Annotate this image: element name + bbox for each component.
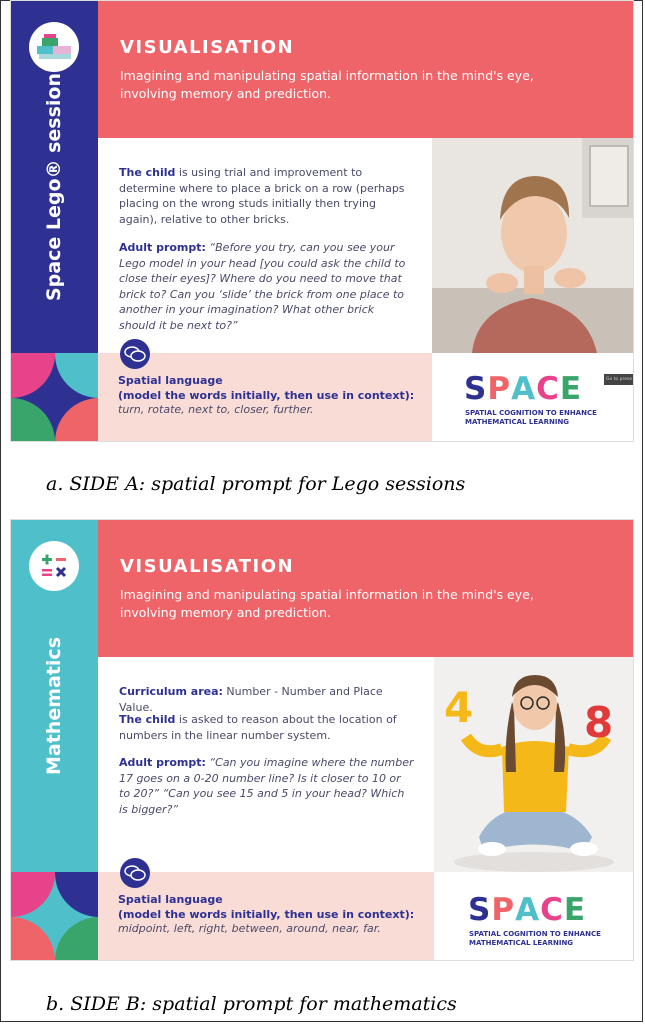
decorative-corner — [11, 872, 98, 961]
spatial-language-heading — [118, 373, 414, 403]
card-side-b — [10, 519, 634, 961]
logo-letter: S — [464, 371, 488, 407]
adult-prompt-paragraph — [119, 240, 414, 333]
math-operators-icon — [29, 541, 79, 591]
side-title: Space Lego® session — [43, 72, 65, 302]
logo-subtitle — [465, 409, 597, 427]
spatial-language-subtitle: (model the words initially, then use in context): — [118, 389, 415, 402]
logo-letter: C — [536, 371, 560, 407]
logo-letter: A — [511, 371, 537, 407]
spatial-language-heading — [118, 892, 414, 922]
lego-brick-icon — [29, 22, 79, 72]
header — [98, 1, 634, 138]
logo-subtitle-line-1: SPATIAL COGNITION TO ENHANCE — [469, 930, 601, 938]
digit-four: 4 — [444, 683, 474, 732]
logo-letter: E — [559, 371, 583, 407]
logo-subtitle-line-2: MATHEMATICAL LEARNING — [469, 939, 574, 947]
caption-b: b. SIDE B: spatial prompt for mathematics — [46, 993, 457, 1015]
space-logo — [468, 892, 586, 928]
decorative-corner — [11, 353, 98, 442]
space-logo — [464, 371, 582, 407]
logo-letter: S — [468, 892, 492, 928]
speech-bubble-icon — [120, 858, 150, 888]
curriculum-label: Curriculum area: — [119, 685, 223, 698]
curriculum-paragraph — [119, 684, 414, 715]
child-text: is using trial and improvement to determine where to place a brick on a row (perhaps placing on the wrong studs initially then trying again), relative to other bricks. — [119, 166, 405, 226]
logo-letter: P — [487, 371, 512, 407]
spatial-language-words: turn, rotate, next to, closer, further. — [118, 403, 314, 416]
logo-area — [434, 872, 634, 961]
photo-girl-numbers — [434, 657, 634, 872]
logo-subtitle-line-1: SPATIAL COGNITION TO ENHANCE — [465, 409, 597, 417]
side-b-banner — [11, 520, 98, 872]
logo-area — [432, 353, 634, 442]
child-paragraph — [119, 712, 414, 743]
header-title: VISUALISATION — [120, 556, 295, 577]
photo-boy-lego — [432, 138, 634, 353]
go-to-presentation-tooltip: Go to prese — [604, 374, 634, 385]
child-paragraph — [119, 165, 414, 227]
header-subtitle: Imagining and manipulating spatial information in the mind's eye, involving memory and prediction. — [120, 68, 534, 101]
header-subtitle: Imagining and manipulating spatial information in the mind's eye, involving memory and prediction. — [120, 587, 534, 620]
spatial-language-panel — [98, 353, 432, 442]
side-title: Mathematics — [43, 636, 65, 776]
content-panel — [98, 138, 432, 353]
spatial-language-words: midpoint, left, right, between, around, near, far. — [118, 922, 381, 935]
child-label: The child — [119, 713, 176, 726]
child-text: is asked to reason about the location of numbers in the linear number system. — [119, 713, 397, 742]
logo-subtitle-line-2: MATHEMATICAL LEARNING — [465, 418, 570, 426]
caption-a: a. SIDE A: spatial prompt for Lego sessions — [46, 473, 466, 495]
curriculum-text: Number - Number and Place Value. — [119, 685, 383, 714]
side-a-banner — [11, 1, 98, 353]
logo-letter: E — [563, 892, 587, 928]
spatial-language-title: Spatial language — [118, 374, 223, 387]
logo-letter: A — [515, 892, 541, 928]
digit-eight: 8 — [584, 698, 614, 747]
content-panel — [98, 657, 432, 872]
spatial-language-panel — [98, 872, 434, 961]
logo-letter: C — [540, 892, 564, 928]
adult-label: Adult prompt: — [119, 756, 206, 769]
header — [98, 520, 634, 657]
adult-label: Adult prompt: — [119, 241, 206, 254]
logo-letter: P — [491, 892, 516, 928]
adult-prompt-paragraph — [119, 755, 414, 817]
logo-subtitle — [469, 930, 601, 948]
adult-text: “Can you imagine where the number 17 goes on a 0-20 number line? Is it closer to 10 or to 20?” “Can you see 15 and 5 in your head? Which is bigger?” — [119, 756, 414, 816]
spatial-language-subtitle: (model the words initially, then use in context): — [118, 908, 415, 921]
spatial-language-title: Spatial language — [118, 893, 223, 906]
child-label: The child — [119, 166, 176, 179]
card-side-a — [10, 0, 634, 442]
header-title: VISUALISATION — [120, 37, 295, 58]
speech-bubble-icon — [120, 339, 150, 369]
adult-text: “Before you try, can you see your Lego model in your head [you could ask the child to close their eyes]? Where do you need to move that brick to? Can you ‘slide’ the brick from one place to another in your imagination? What other brick should it be next to?” — [119, 241, 406, 332]
